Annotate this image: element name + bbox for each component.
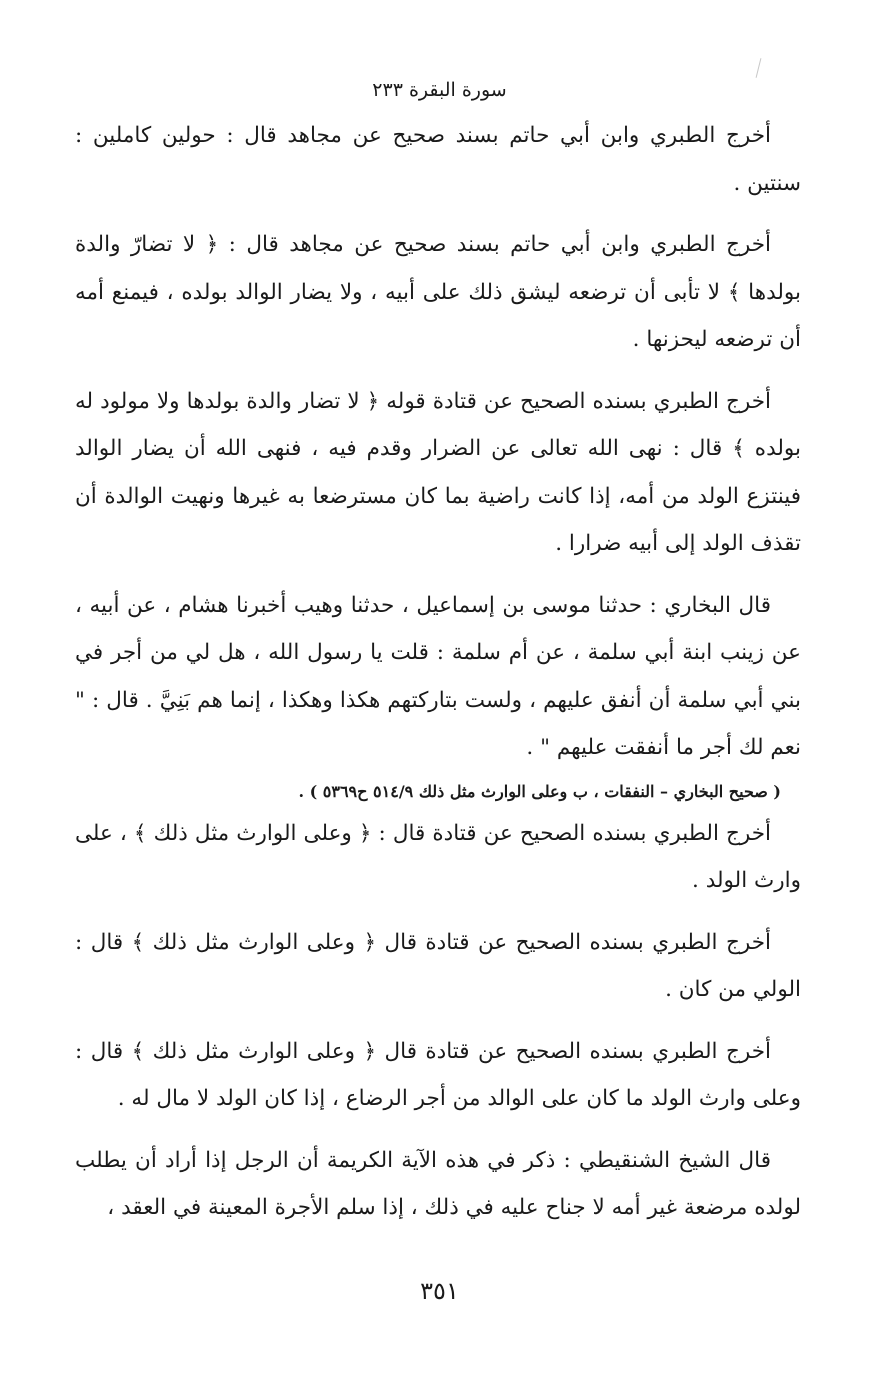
- paragraph-qatada-warith-3: أخرج الطبري بسنده الصحيح عن قتادة قال ﴿ وعلى الوارث مثل ذلك ﴾ قال : وعلى وارث الولد ما كان على الوالد من أجر الرضاع ، إذا كان الولد لا مال له .: [75, 1038, 801, 1111]
- paragraph-qatada-warith-2: أخرج الطبري بسنده الصحيح عن قتادة قال ﴿ وعلى الوارث مثل ذلك ﴾ قال : الولي من كان .: [75, 929, 801, 1002]
- paragraph-shinqiti: قال الشيخ الشنقيطي : ذكر في هذه الآية الكريمة أن الرجل إذا أراد أن يطلب لولده مرضعة غير أمه لا جناح عليه في ذلك ، إذا سلم الأجرة المعينة في العقد ،: [75, 1147, 801, 1220]
- body-text: [75, 112, 801, 1246]
- scan-mark: [756, 58, 762, 78]
- paragraph-tabari-la-tudarr: أخرج الطبري وابن أبي حاتم بسند صحيح عن مجاهد قال : ﴿ لا تضارّ والدة بولدها ﴾ لا تأبى أن ترضعه ليشق ذلك على أبيه ، ولا يضار الوالد بولده ، فيمنع أمه أن ترضعه ليحزنها .: [75, 232, 801, 352]
- paragraph-qatada-dirar: أخرج الطبري بسنده الصحيح عن قتادة قوله ﴿ لا تضار والدة بولدها ولا مولود له بولده ﴾ قال : نهى الله تعالى عن الضرار وقدم فيه ، فنهى الله أن يضار الوالد فينتزع الولد من أمه، إذا كانت راضية بما كان مسترضعا به غيرها ونهيت الوالدة أن تقذف الولد إلى أبيه ضرارا .: [75, 388, 801, 556]
- reference-note: ( صحيح البخاري – النفقات ، ب وعلى الوارث مثل ذلك ٥١٤/٩ ح٥٣٦٩ ) .: [298, 781, 781, 801]
- page-number: ٣٥١: [420, 1277, 459, 1305]
- paragraph-tabari-hawlayn: أخرج الطبري وابن أبي حاتم بسند صحيح عن مجاهد قال : حولين كاملين : سنتين .: [75, 123, 801, 196]
- paragraph-bukhari-hadith: قال البخاري : حدثنا موسى بن إسماعيل ، حدثنا وهيب أخبرنا هشام ، عن أبيه ، عن زينب ابنة أبي سلمة ، عن أم سلمة : قلت يا رسول الله ، هل لي من أجر في بني أبي سلمة أن أنفق عليهم ، ولست بتاركتهم هكذا وهكذا ، إنما هم بَنِيَّ . قال : " نعم لك أجر ما أنفقت عليهم " .: [75, 592, 801, 760]
- running-header: سورة البقرة ٢٣٣: [372, 79, 507, 101]
- paragraph-qatada-warith-1: أخرج الطبري بسنده الصحيح عن قتادة قال : ﴿ وعلى الوارث مثل ذلك ﴾ ، على وارث الولد .: [75, 820, 801, 893]
